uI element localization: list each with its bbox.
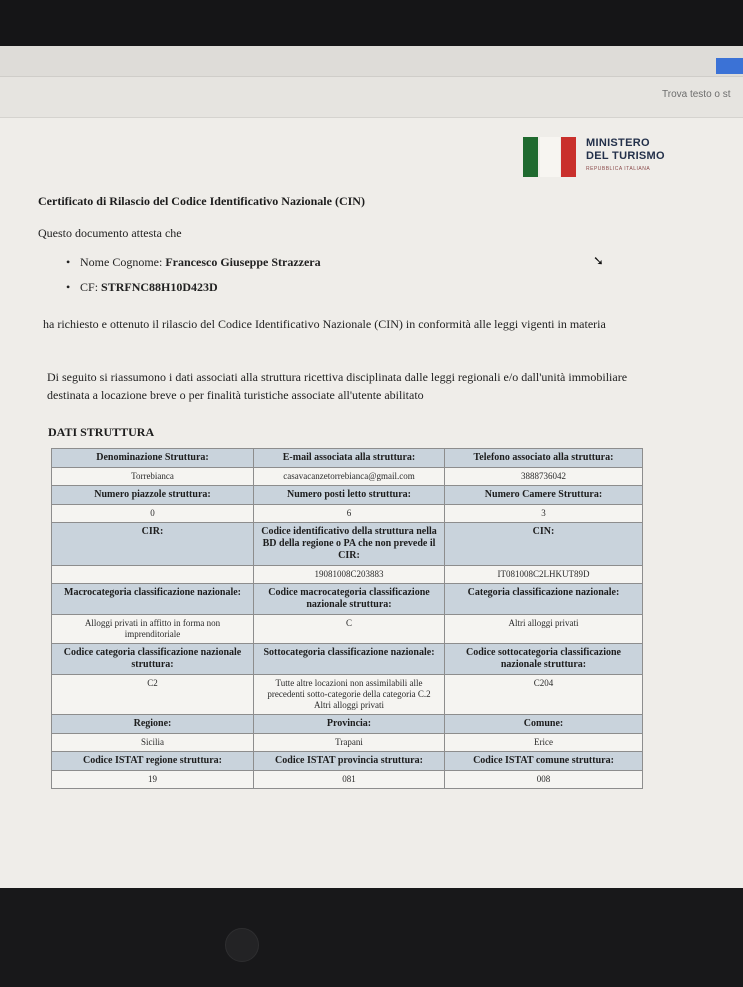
mouse-cursor-icon: ➘	[593, 253, 604, 268]
cf-value: STRFNC88H10D423D	[101, 280, 218, 294]
table-header-row	[52, 752, 643, 771]
table-header-cell: Telefono associato alla struttura:	[445, 449, 643, 468]
table-header-cell: Codice ISTAT comune struttura:	[445, 752, 643, 771]
table-cell: 008	[445, 771, 643, 789]
table-header-cell: Codice ISTAT regione struttura:	[52, 752, 254, 771]
table-row	[52, 771, 643, 789]
table-cell: 0	[52, 505, 254, 523]
logo-line-1: MINISTERO	[586, 137, 650, 149]
table-header-cell: Numero posti letto struttura:	[254, 486, 445, 505]
flag-green-stripe	[523, 137, 538, 177]
table-header-row	[52, 644, 643, 675]
document-title: Certificato di Rilascio del Codice Identificativo Nazionale (CIN)	[38, 194, 365, 208]
table-header-row	[52, 449, 643, 468]
section-title: DATI STRUTTURA	[48, 425, 155, 439]
table-row	[52, 734, 643, 752]
table-header-cell: Numero Camere Struttura:	[445, 486, 643, 505]
table-row	[52, 675, 643, 715]
flag-white-stripe	[540, 137, 560, 177]
table-header-cell: Codice identificativo della struttura nella BD della regione o PA che non prevede il CIR:	[254, 523, 445, 566]
table-cell: C2	[52, 675, 254, 715]
bullet-dot-icon: •	[66, 280, 71, 294]
table-cell: 19	[52, 771, 254, 789]
bullet-name: • Nome Cognome: Francesco Giuseppe Strazzera	[66, 255, 321, 269]
table-header-cell: CIR:	[52, 523, 254, 566]
table-cell: C204	[445, 675, 643, 715]
table-cell: Altri alloggi privati	[445, 615, 643, 644]
screen	[0, 46, 743, 888]
table-cell: Torrebianca	[52, 468, 254, 486]
table-cell: casavacanzetorrebianca@gmail.com	[254, 468, 445, 486]
table-header-cell: Comune:	[445, 715, 643, 734]
logo-line-2: DEL TURISMO	[586, 150, 665, 162]
name-value: Francesco Giuseppe Strazzera	[165, 255, 321, 269]
paragraph-1: ha richiesto e ottenuto il rilascio del Codice Identificativo Nazionale (CIN) in conformità alle leggi vigenti in materia	[43, 317, 606, 331]
table-cell: 3	[445, 505, 643, 523]
table-cell: 3888736042	[445, 468, 643, 486]
table-header-cell: Sottocategoria classificazione nazionale:	[254, 644, 445, 675]
table-cell: Tutte altre locazioni non assimilabili alle precedenti sotto-categorie della categoria C.2 Altri alloggi privati	[254, 675, 445, 715]
table-header-cell: Codice macrocategoria classificazione nazionale struttura:	[254, 584, 445, 615]
toolbar-action-button[interactable]	[716, 58, 743, 74]
table-header-cell: Categoria classificazione nazionale:	[445, 584, 643, 615]
table-header-cell: Numero piazzole struttura:	[52, 486, 254, 505]
table-cell: IT081008C2LHKUT89D	[445, 566, 643, 584]
table-header-cell: Codice ISTAT provincia struttura:	[254, 752, 445, 771]
monitor-bezel-bottom	[0, 888, 743, 987]
table-row	[52, 505, 643, 523]
table-cell: Erice	[445, 734, 643, 752]
table-header-cell: Codice categoria classificazione nazionale struttura:	[52, 644, 254, 675]
table-header-cell: Provincia:	[254, 715, 445, 734]
table-header-cell: E-mail associata alla struttura:	[254, 449, 445, 468]
intro-text: Questo documento attesta che	[38, 226, 182, 240]
table-row	[52, 566, 643, 584]
cf-label: CF	[80, 280, 95, 294]
name-label: Nome Cognome	[80, 255, 159, 269]
table-cell: C	[254, 615, 445, 644]
table-header-row	[52, 486, 643, 505]
browser-toolbar	[0, 46, 743, 77]
table-cell	[52, 566, 254, 584]
table-cell: Trapani	[254, 734, 445, 752]
table-header-cell: Denominazione Struttura:	[52, 449, 254, 468]
table-header-row	[52, 584, 643, 615]
bullet-dot-icon: •	[66, 255, 71, 269]
table-cell: Sicilia	[52, 734, 254, 752]
table-cell: 6	[254, 505, 445, 523]
table-header-cell: CIN:	[445, 523, 643, 566]
table-header-cell: Macrocategoria classificazione nazionale:	[52, 584, 254, 615]
flag-red-stripe	[561, 137, 576, 177]
table-row	[52, 615, 643, 644]
find-bar	[0, 77, 743, 118]
table-header-row	[52, 523, 643, 566]
logo-line-3: REPUBBLICA ITALIANA	[586, 166, 651, 172]
ministry-logo	[523, 134, 683, 182]
pdf-page	[0, 118, 743, 888]
table-header-row	[52, 715, 643, 734]
bullet-cf: • CF: STRFNC88H10D423D	[66, 280, 218, 294]
webcam-icon	[225, 928, 259, 962]
table-header-cell: Codice sottocategoria classificazione nazionale struttura:	[445, 644, 643, 675]
dati-struttura-table	[51, 448, 643, 789]
monitor-bezel-top	[0, 0, 743, 48]
paragraph-2: Di seguito si riassumono i dati associati alla struttura ricettiva disciplinata dalle leggi regionali e/o dall'unità immobiliare destinata a locazione breve o per finalità turistiche associate all'utente abilitato	[47, 370, 628, 402]
table-cell: 19081008C203883	[254, 566, 445, 584]
table-cell: Alloggi privati in affitto in forma non imprenditoriale	[52, 615, 254, 644]
table-row	[52, 468, 643, 486]
find-text-input[interactable]: Trova testo o st	[662, 89, 731, 100]
table-header-cell: Regione:	[52, 715, 254, 734]
table-cell: 081	[254, 771, 445, 789]
